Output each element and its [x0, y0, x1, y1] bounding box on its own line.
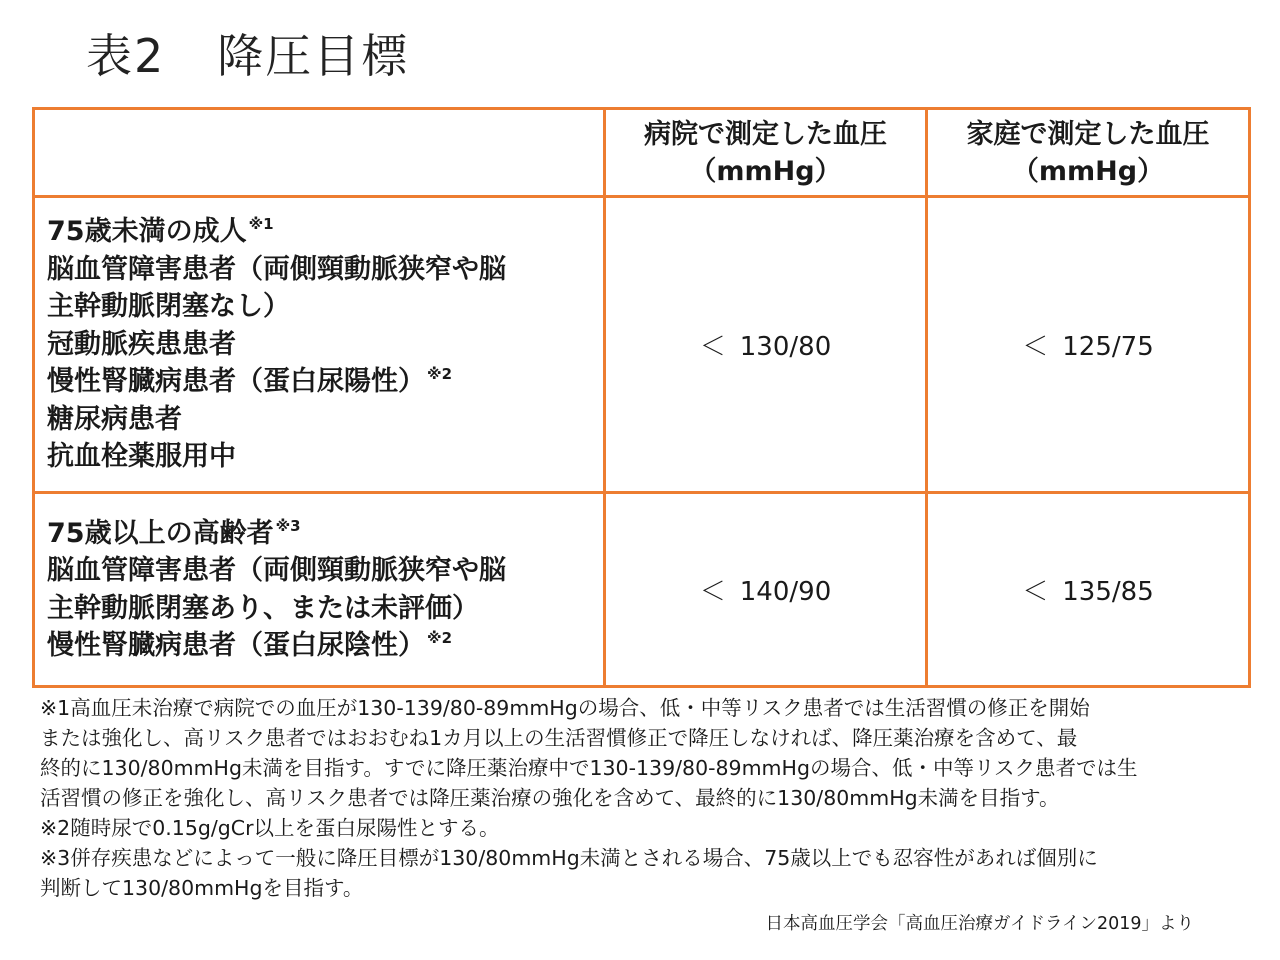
category-line: 主幹動脈閉塞なし）: [47, 291, 290, 323]
table-header-row: [34, 109, 1250, 197]
page-title: [86, 20, 409, 86]
category-line: 糖尿病患者: [47, 403, 182, 435]
home-target-under-75: [927, 197, 1250, 493]
hospital-target-under-75: [605, 197, 927, 493]
header-home-label: 家庭で測定した血圧: [966, 118, 1210, 150]
table-title: 降圧目標: [217, 29, 410, 83]
footnote-line: ※2随時尿で0.15g/gCr以上を蛋白尿陽性とする。: [40, 816, 500, 840]
category-cell-75-plus: [34, 493, 605, 687]
less-than-symbol: ＜: [699, 332, 726, 362]
category-cell-under-75: [34, 197, 605, 493]
footnote-line: 判断して130/80mmHgを目指す。: [40, 876, 364, 900]
target-value: 130/80: [739, 332, 832, 362]
footnote-mark: ※1: [248, 215, 274, 234]
less-than-symbol: ＜: [1022, 577, 1049, 607]
hospital-target-75-plus: [605, 493, 927, 687]
header-hospital-label: 病院で測定した血圧: [644, 118, 887, 150]
home-target-75-plus: [927, 493, 1250, 687]
header-home-unit: （mmHg）: [1011, 155, 1165, 187]
less-than-symbol: ＜: [1022, 332, 1049, 362]
target-value: 125/75: [1062, 332, 1154, 362]
target-value: 135/85: [1062, 577, 1154, 607]
table-number: 表2: [86, 29, 166, 83]
table-row-75-plus: [34, 493, 1250, 687]
category-lead: 75歳以上の高齢者 $^{※3}$: [47, 516, 301, 549]
footnote-mark: ※3: [275, 516, 301, 535]
category-line: 脳血管障害患者（両側頸動脈狭窄や脳: [47, 253, 506, 285]
category-line: 脳血管障害患者（両側頸動脈狭窄や脳: [47, 555, 506, 586]
table-row-under-75: [34, 197, 1250, 493]
source-citation: 日本高血圧学会「高血圧治療ガイドライン2019」より: [765, 914, 1194, 934]
footnote-line: または強化し、高リスク患者ではおおむね1カ月以上の生活習慣修正で降圧しなければ、降圧薬治療を含めて、最: [40, 726, 1078, 750]
footnote-mark: ※2: [427, 365, 453, 384]
category-lead: 75歳未満の成人 $^{※1}$: [47, 215, 274, 248]
header-hospital-unit: （mmHg）: [689, 155, 842, 187]
category-line: 抗血栓薬服用中: [47, 441, 236, 473]
header-cell-empty: [34, 109, 605, 197]
category-line: 冠動脈疾患患者: [47, 328, 236, 360]
footnote-line: ※3併存疾患などによって一般に降圧目標が130/80mmHg未満とされる場合、75歳以上でも忍容性があれば個別に: [40, 846, 1098, 870]
footnote-line: 終的に130/80mmHg未満を目指す。すでに降圧薬治療中で130-139/80-89mmHgの場合、低・中等リスク患者では生: [40, 756, 1138, 780]
footnote-mark: ※2: [427, 629, 453, 647]
bp-target-table: [32, 107, 1251, 688]
category-line-kidney: 慢性腎臓病患者（蛋白尿陽性） $^{※2}$: [47, 365, 453, 398]
category-line-kidney: 慢性腎臓病患者（蛋白尿陰性） $^{※2}$: [47, 629, 453, 661]
target-value: 140/90: [739, 577, 832, 607]
category-line: 主幹動脈閉塞あり、または未評価）: [47, 592, 479, 624]
header-cell-hospital: [605, 109, 927, 197]
footnote-line: 活習慣の修正を強化し、高リスク患者では降圧薬治療の強化を含めて、最終的に130/80mmHg未満を目指す。: [40, 786, 1060, 810]
less-than-symbol: ＜: [699, 577, 726, 607]
footnotes: [40, 693, 1255, 903]
footnote-line: ※1高血圧未治療で病院での血圧が130-139/80-89mmHgの場合、低・中等リスク患者では生活習慣の修正を開始: [40, 696, 1090, 720]
header-cell-home: [927, 109, 1250, 197]
